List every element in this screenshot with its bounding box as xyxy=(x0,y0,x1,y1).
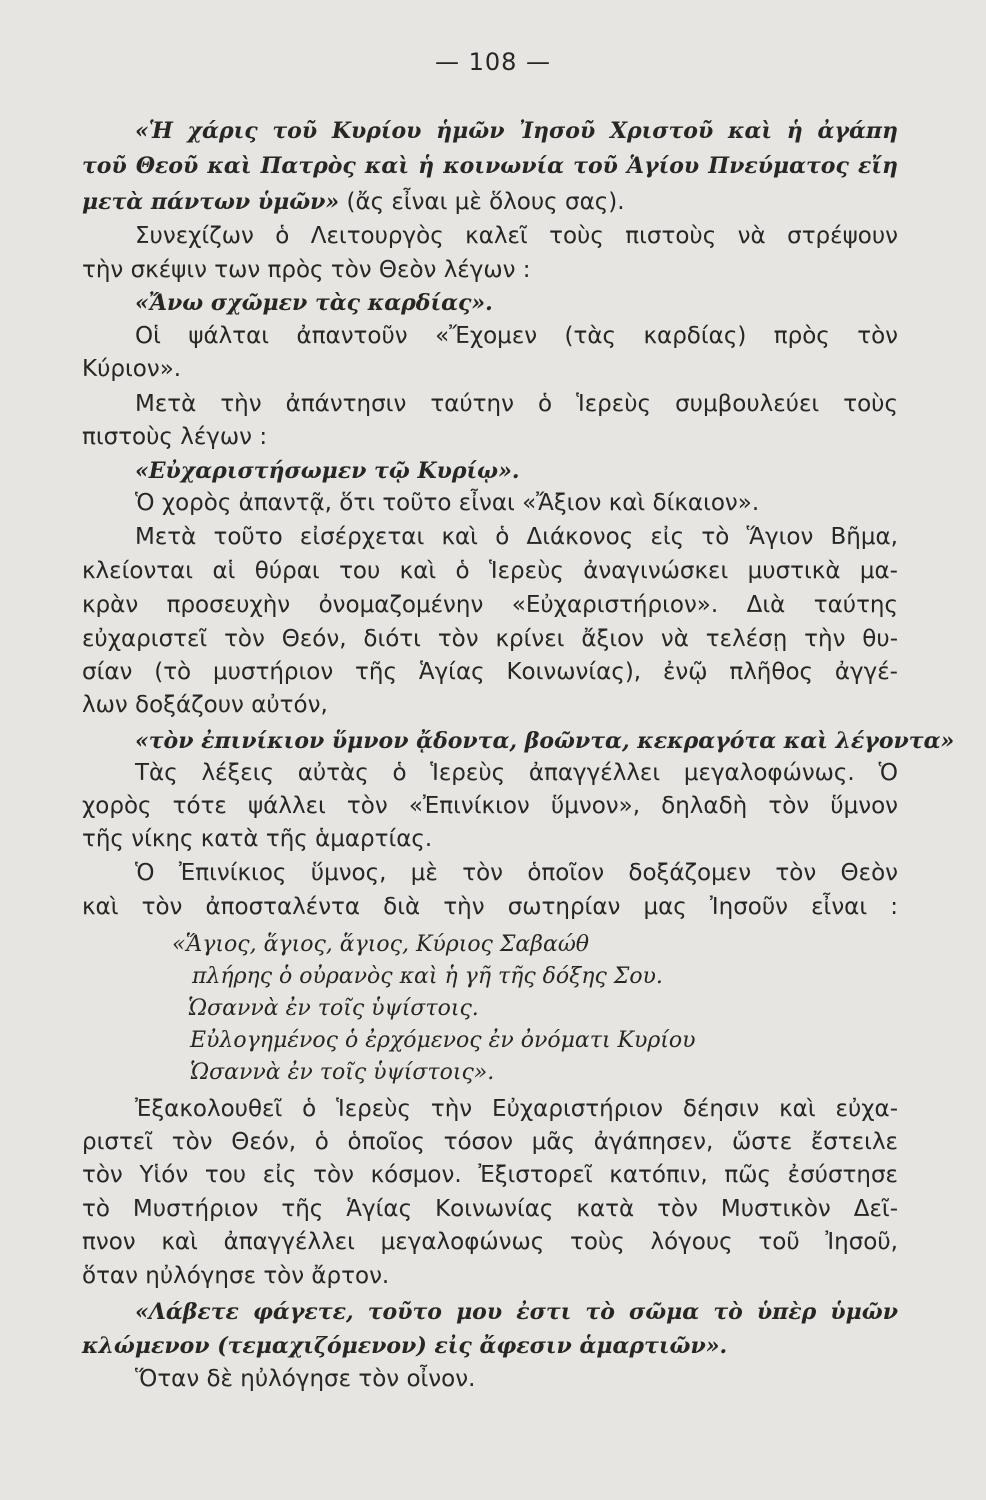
text-line: Μετὰ τὴν ἀπάντησιν ταύτην ὁ Ἱερεὺς συμβουλεύει τοὺς xyxy=(135,391,898,417)
text-line: καὶ τὸν ἀποσταλέντα διὰ τὴν σωτηρίαν μας Ἰησοῦν εἶναι : xyxy=(82,894,898,920)
text-line: κλώμενον (τεμαχιζόμενον) εἰς ἄφεσιν ἁμαρτιῶν». xyxy=(82,1333,728,1359)
text-line: πνον καὶ ἀπαγγέλλει μεγαλοφώνως τοὺς λόγους τοῦ Ἰησοῦ, xyxy=(82,1229,898,1255)
text-line: Ὅταν δὲ ηὐλόγησε τὸν οἶνον. xyxy=(135,1366,476,1392)
text-line: τῆς νίκης κατὰ τῆς ἁμαρτίας. xyxy=(82,826,433,852)
text-line: εὐχαριστεῖ τὸν Θεόν, διότι τὸν κρίνει ἄξιον νὰ τελέσῃ τὴν θυ- xyxy=(82,626,898,652)
text-line: «τὸν ἐπινίκιον ὕμνον ᾄδοντα, βοῶντα, κεκραγότα καὶ λέγοντα» xyxy=(135,728,955,754)
plain-phrase: (ἄς εἶναι μὲ ὅλους σας). xyxy=(339,189,625,215)
text-line: «Εὐχαριστήσωμεν τῷ Κυρίῳ». xyxy=(135,458,520,484)
text-line: «Ἡ χάρις τοῦ Κυρίου ἡμῶν Ἰησοῦ Χριστοῦ καὶ ἡ ἀγάπη xyxy=(135,118,898,144)
text-line: χορὸς τότε ψάλλει τὸν «Ἐπινίκιον ὕμνον», δηλαδὴ τὸν ὕμνον xyxy=(82,793,898,819)
text-line xyxy=(82,187,898,217)
text-line: ριστεῖ τὸν Θεόν, ὁ ὁποῖος τόσον μᾶς ἀγάπησεν, ὥστε ἔστειλε xyxy=(82,1129,898,1155)
text-line: Ὁ χορὸς ἀπαντᾷ, ὅτι τοῦτο εἶναι «Ἄξιον καὶ δίκαιον». xyxy=(135,490,760,516)
text-line: ὅταν ηὐλόγησε τὸν ἄρτον. xyxy=(82,1263,390,1289)
text-line: Συνεχίζων ὁ Λειτουργὸς καλεῖ τοὺς πιστοὺς νὰ στρέψουν xyxy=(135,223,898,249)
hymn-verse: πλήρης ὁ οὐρανὸς καὶ ἡ γῆ τῆς δόξης Σου. xyxy=(192,964,663,989)
text-line: Ὁ Ἐπινίκιος ὕμνος, μὲ τὸν ὁποῖον δοξάζομεν τὸν Θεὸν xyxy=(135,860,898,886)
hymn-verse: Ὡσαννὰ ἐν τοῖς ὑψίστοις». xyxy=(190,1060,495,1085)
text-line: Οἱ ψάλται ἀπαντοῦν «Ἔχομεν (τὰς καρδίας) πρὸς τὸν xyxy=(135,323,898,349)
text-line: λων δοξάζουν αὐτόν, xyxy=(82,692,328,718)
text-line: Κύριον». xyxy=(82,356,182,382)
text-line: κρὰν προσευχὴν ὀνομαζομένην «Εὐχαριστήριον». Διὰ ταύτης xyxy=(82,592,898,618)
page-number: — 108 — xyxy=(434,48,552,76)
text-line: τοῦ Θεοῦ καὶ Πατρὸς καὶ ἡ κοινωνία τοῦ Ἁγίου Πνεύματος εἴη xyxy=(82,153,898,179)
text-line: Ἐξακολουθεῖ ὁ Ἱερεὺς τὴν Εὐχαριστήριον δέησιν καὶ εὐχα- xyxy=(135,1096,898,1122)
hymn-verse: Ὡσαννὰ ἐν τοῖς ὑψίστοις. xyxy=(188,996,479,1021)
text-line: κλείονται αἱ θύραι του καὶ ὁ Ἱερεὺς ἀναγινώσκει μυστικὰ μα- xyxy=(82,558,898,584)
italic-phrase: μετὰ πάντων ὑμῶν» xyxy=(82,189,340,215)
text-line: τὴν σκέψιν των πρὸς τὸν Θεὸν λέγων : xyxy=(82,257,531,283)
text-line: τὸν Υἱόν του εἰς τὸν κόσμον. Ἐξιστορεῖ κατόπιν, πῶς ἐσύστησε xyxy=(82,1162,898,1188)
text-line: Μετὰ τοῦτο εἰσέρχεται καὶ ὁ Διάκονος εἰς τὸ Ἅγιον Βῆμα, xyxy=(135,524,898,550)
text-line: σίαν (τὸ μυστήριον τῆς Ἁγίας Κοινωνίας), ἐνῷ πλῆθος ἀγγέ- xyxy=(82,659,898,685)
hymn-verse: Εὐλογημένος ὁ ἐρχόμενος ἐν ὀνόματι Κυρίου xyxy=(190,1028,696,1053)
hymn-verse: «Ἅγιος, ἅγιος, ἅγιος, Κύριος Σαβαώθ xyxy=(172,932,590,957)
text-line: τὸ Μυστήριον τῆς Ἁγίας Κοινωνίας κατὰ τὸν Μυστικὸν Δεῖ- xyxy=(82,1196,898,1222)
text-line: «Ἄνω σχῶμεν τὰς καρδίας». xyxy=(135,290,493,316)
text-line: πιστοὺς λέγων : xyxy=(82,424,268,450)
text-line: «Λάβετε φάγετε, τοῦτο μου ἐστι τὸ σῶμα τὸ ὑπὲρ ὑμῶν xyxy=(135,1299,898,1325)
text-line: Τὰς λέξεις αὐτὰς ὁ Ἱερεὺς ἀπαγγέλλει μεγαλοφώνως. Ὁ xyxy=(135,760,898,786)
